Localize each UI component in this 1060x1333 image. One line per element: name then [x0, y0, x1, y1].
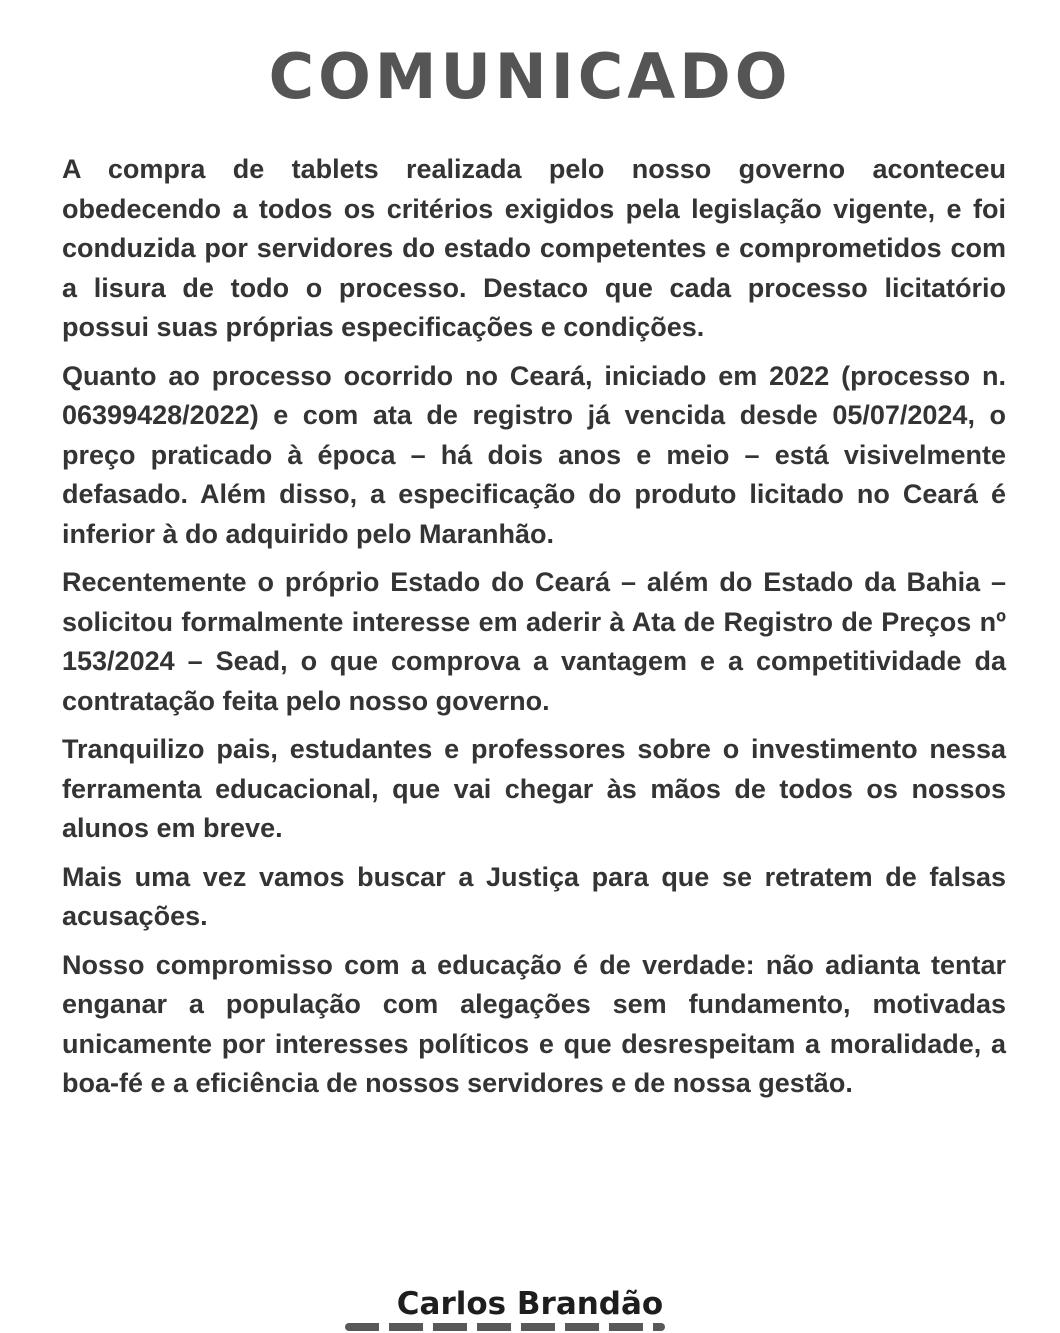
paragraph: Mais uma vez vamos buscar a Justiça para que se retratem de falsas acusações.: [62, 861, 1006, 931]
paragraph: Recentemente o próprio Estado do Ceará – além do Estado da Bahia – solicitou formalmente interesse em aderir à Ata de Registro de Preços nº 153/2024 – Sead, o que comprova a vantagem e a competitividade da contratação feita pelo nosso governo.: [62, 567, 1006, 716]
paragraph: Quanto ao processo ocorrido no Ceará, iniciado em 2022 (processo n. 06399428/2022) e com ata de registro já vencida desde 05/07/2024, o preço praticado à época – há dois anos e meio – está visivelmente defasado. Além disso, a especificação do produto licitado no Ceará é inferior à do adquirido pelo Maranhão.: [62, 360, 1006, 549]
paragraph: A compra de tablets realizada pelo nosso governo aconteceu obedecendo a todos os critérios exigidos pela legislação vigente, e foi conduzida por servidores do estado competentes e comprometidos com a lisura de todo o processo. Destaco que cada processo licitatório possui suas próprias especificações e condições.: [62, 154, 1006, 342]
cropped-text-fragment: [345, 1323, 665, 1331]
document-title: COMUNICADO: [268, 40, 792, 113]
signature-subtitle-cropped: [345, 1322, 665, 1333]
paragraph: Tranquilizo pais, estudantes e professores sobre o investimento nessa ferramenta educacional, que vai chegar às mãos de todos os nossos alunos em breve.: [62, 734, 1006, 843]
document-body: [62, 150, 1006, 1113]
paragraph: Nosso compromisso com a educação é de verdade: não adianta tentar enganar a população com alegações sem fundamento, motivadas unicamente por interesses políticos e que desrespeitam a moralidade, a boa-fé e a eficiência de nossos servidores e de nossa gestão.: [62, 949, 1006, 1098]
signature-name: Carlos Brandão: [396, 1286, 664, 1322]
